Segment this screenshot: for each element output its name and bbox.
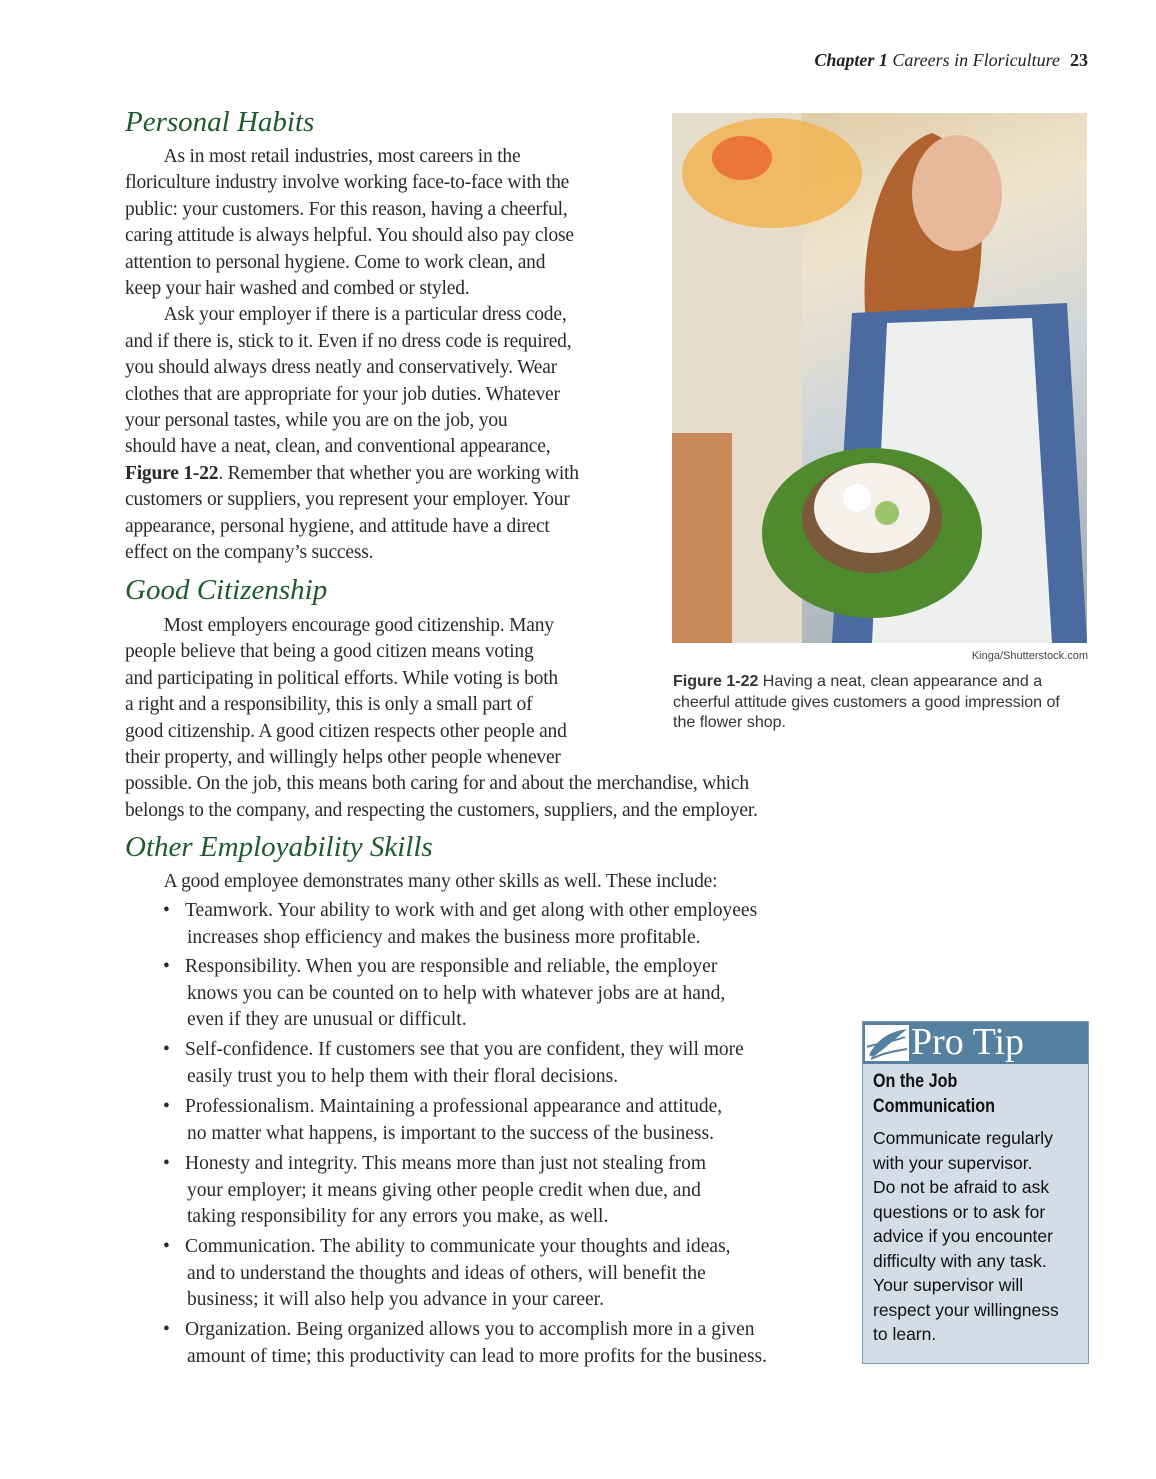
text-line: Your supervisor will: [873, 1275, 1024, 1295]
photo-credit: Kinga/Shutterstock.com: [971, 650, 1088, 662]
list-item: [163, 1037, 744, 1090]
text-line: Communication: [873, 1095, 996, 1117]
list-item: [163, 898, 757, 951]
text-line: clothes that are appropriate for your job duties. Whatever: [125, 383, 560, 405]
text-line: Ask your employer if there is a particular dress code,: [125, 304, 567, 326]
text-line: Organization. Being organized allows you to accomplish more in a given: [185, 1319, 755, 1340]
bullet-icon: •: [163, 956, 170, 977]
caption-line: cheerful attitude gives customers a good impression of: [673, 693, 1060, 711]
text-line: As in most retail industries, most careers in the: [125, 146, 521, 167]
pro-tip-label: Pro Tip: [911, 1021, 1025, 1063]
text-line: to learn.: [873, 1324, 937, 1344]
pro-tip-body: [873, 1126, 1059, 1347]
text-line: Do not be afraid to ask: [873, 1177, 1050, 1197]
text-line: with your supervisor.: [873, 1152, 1033, 1173]
text-line: should have a neat, clean, and conventional appearance,: [125, 436, 551, 458]
text-line: even if they are unusual or difficult.: [187, 1009, 467, 1030]
pro-tip-box: [862, 1021, 1089, 1364]
chapter-title: Careers in Floriculture: [892, 50, 1060, 70]
text-line: keep your hair washed and combed or styled.: [125, 278, 470, 300]
text-line: amount of time; this productivity can lead to more profits for the business.: [187, 1345, 768, 1367]
text-line: appearance, personal hygiene, and attitude have a direct: [125, 515, 550, 537]
chapter-label: Chapter 1: [814, 50, 888, 70]
text-line: and if there is, stick to it. Even if no dress code is required,: [125, 330, 572, 352]
text-line: difficulty with any task.: [873, 1250, 1047, 1271]
text-line: you should always dress neatly and conservatively. Wear: [125, 357, 558, 379]
pro-tip-title: [873, 1070, 995, 1119]
text-line: Teamwork. Your ability to work with and get along with other employees: [185, 900, 758, 921]
text-line: belongs to the company, and respecting the customers, suppliers, and the employer.: [125, 799, 758, 821]
text-line: their property, and willingly helps other people whenever: [125, 747, 561, 769]
list-item: [163, 1151, 706, 1231]
figure-label: Figure 1-22: [673, 673, 759, 690]
text-line: business; it will also help you advance in your career.: [187, 1289, 604, 1310]
list-item: [163, 1317, 767, 1370]
text-line: no matter what happens, is important to the success of the business.: [187, 1122, 714, 1144]
text-line: taking responsibility for any errors you make, as well.: [187, 1206, 609, 1227]
text-line: Figure 1-22. Remember that whether you are working with: [125, 462, 579, 484]
text-line: Most employers encourage good citizenship. Many: [125, 615, 554, 636]
caption-line: the flower shop.: [673, 714, 786, 732]
bullet-icon: •: [163, 1096, 170, 1117]
text-line: increases shop efficiency and makes the business more profitable.: [187, 926, 701, 948]
paragraph-personal-habits: [125, 144, 579, 567]
text-line: questions or to ask for: [873, 1201, 1046, 1222]
paragraph-good-citizenship: [125, 613, 758, 824]
text-line: floriculture industry involve working face-to-face with the: [125, 172, 570, 194]
text-line: public: your customers. For this reason, having a cheerful,: [125, 198, 568, 220]
heading-other-skills: Other Employability Skills: [125, 831, 433, 863]
pro-tip-header: [863, 1022, 1088, 1064]
text-line: good citizenship. A good citizen respects other people and: [125, 720, 567, 742]
text-line: respect your willingness: [873, 1299, 1059, 1320]
heading-good-citizenship: Good Citizenship: [125, 574, 328, 606]
text-line: advice if you encounter: [873, 1226, 1053, 1246]
text-line: Communication. The ability to communicate your thoughts and ideas,: [185, 1236, 731, 1257]
running-header: [814, 50, 1088, 71]
figure-caption: [673, 672, 1060, 734]
text-line: a right and a responsibility, this is only a small part of: [125, 694, 533, 716]
text-line: caring attitude is always helpful. You should also pay close: [125, 225, 574, 247]
text-line: people believe that being a good citizen means voting: [125, 641, 534, 663]
text-line: A good employee demonstrates many other skills as well. These include:: [125, 871, 718, 892]
text-line: Professionalism. Maintaining a professional appearance and attitude,: [185, 1096, 723, 1117]
text-line: effect on the company’s success.: [125, 542, 374, 564]
bullet-icon: •: [163, 1039, 170, 1060]
text-line: and participating in political efforts. While voting is both: [125, 667, 558, 689]
caption-line: [673, 672, 1060, 693]
list-item: [163, 954, 725, 1034]
bullet-icon: •: [163, 1236, 170, 1257]
text-line: your personal tastes, while you are on the job, you: [125, 410, 508, 432]
page-number: 23: [1070, 50, 1088, 70]
text-line: customers or suppliers, you represent your employer. Your: [125, 489, 570, 511]
text-line: attention to personal hygiene. Come to work clean, and: [125, 251, 546, 273]
text-line: Communicate regularly: [873, 1128, 1053, 1148]
text-line: Responsibility. When you are responsible and reliable, the employer: [185, 956, 718, 977]
text-line: Self-confidence. If customers see that you are confident, they will more: [185, 1039, 744, 1060]
text-line: and to understand the thoughts and ideas of others, will benefit the: [187, 1262, 706, 1284]
bullet-icon: •: [163, 900, 170, 921]
figure-photo-florist: [672, 113, 1087, 643]
text-line: easily trust you to help them with their floral decisions.: [187, 1065, 619, 1087]
list-item: [163, 1234, 731, 1314]
bullet-icon: •: [163, 1153, 170, 1174]
text-line: On the Job: [873, 1071, 958, 1092]
text-line: your employer; it means giving other people credit when due, and: [187, 1179, 701, 1201]
list-item: [163, 1094, 722, 1147]
text-line: possible. On the job, this means both caring for and about the merchandise, which: [125, 773, 749, 795]
paragraph-skills-intro: [125, 869, 717, 895]
text-line: Honesty and integrity. This means more than just not stealing from: [185, 1153, 706, 1174]
caption-text: Having a neat, clean appearance and a: [758, 673, 1043, 690]
text-line: knows you can be counted on to help with whatever jobs are at hand,: [187, 982, 726, 1004]
leaf-logo-icon: [865, 1025, 909, 1061]
bullet-icon: •: [163, 1319, 170, 1340]
heading-personal-habits: Personal Habits: [125, 106, 315, 138]
